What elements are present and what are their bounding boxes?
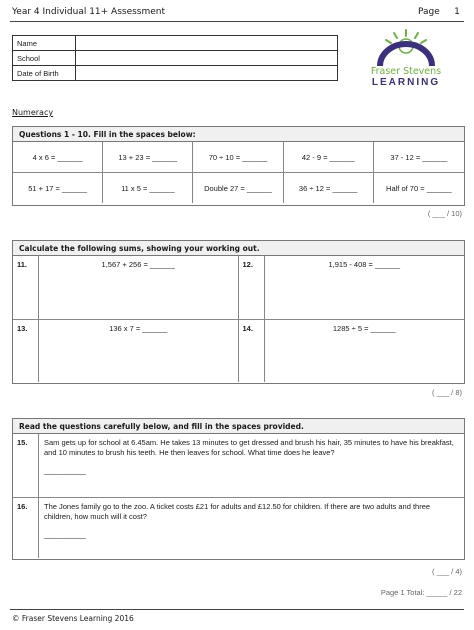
footer-copyright: © Fraser Stevens Learning 2016 [12,614,134,623]
school-label: School [13,51,76,66]
footer-divider [10,609,464,610]
question-number: 12. [239,256,265,319]
calc-cell[interactable] [13,320,239,382]
calc-cell[interactable] [239,256,465,320]
dob-field[interactable] [76,66,338,81]
calc-question: 136 x 7 = ______ [109,324,168,333]
question-cell[interactable]: 11 x 5 = ______ [103,173,193,203]
question-cell[interactable]: 70 ÷ 10 = ______ [193,142,283,173]
calc-question: 1,915 - 408 = ______ [328,260,401,269]
questions-1-10-box [12,126,465,206]
score-1-10: ( ___ / 10) [427,209,462,218]
page-number: 1 [454,7,460,17]
question-cell[interactable]: Half of 70 = ______ [386,183,452,193]
name-field[interactable] [76,36,338,51]
question-cell[interactable]: 37 - 12 = ______ [374,142,464,173]
question-cell[interactable]: 36 ÷ 12 = ______ [284,173,374,203]
page-total: Page 1 Total: _____ / 22 [380,588,462,597]
word-problem-text [39,434,464,497]
sun-rainbow-icon [350,28,462,68]
calc-cell[interactable] [13,256,239,320]
question-cell[interactable]: 13 + 23 = ______ [103,142,193,173]
score-15-16: ( ___ / 4) [431,567,462,576]
question-text: Sam gets up for school at 6.45am. He takes 13 minutes to get dressed and brush his hair, 35 minutes to have his breakfast, and 10 minutes to brush his teeth. He then leaves for school. What time does he leave? [44,438,454,458]
question-number: 14. [239,320,265,382]
calc-question: 1,567 + 256 = ______ [101,260,175,269]
questions-1-10-grid [13,142,464,203]
question-number: 13. [13,320,39,382]
school-field[interactable] [76,51,338,66]
question-number: 15. [13,434,39,497]
document-title: Year 4 Individual 11+ Assessment [12,7,166,17]
word-problem-row [13,434,464,498]
question-number: 11. [13,256,39,319]
question-cell[interactable]: 51 + 17 = ______ [13,173,103,203]
word-problem-row [13,498,464,558]
logo-text-learning: LEARNING [371,77,441,88]
calc-cell[interactable] [239,320,465,382]
question-cell[interactable]: Double 27 = ______ [193,173,283,203]
company-logo [350,28,462,94]
calc-question: 1285 ÷ 5 = ______ [332,324,396,333]
calculations-box [12,240,465,384]
word-problems-box [12,418,465,560]
header-divider [10,21,464,22]
answer-line[interactable]: __________ [44,530,86,540]
section-title: Numeracy [12,108,54,117]
question-text: The Jones family go to the zoo. A ticket costs £21 for adults and £12.50 for children. If there are two adults and three children, how much will it cost? [44,502,431,522]
question-cell[interactable]: 42 - 9 = ______ [284,142,374,173]
calculations-grid [13,256,464,382]
question-number: 16. [13,498,39,558]
calculations-heading: Calculate the following sums, showing your working out. [13,241,464,256]
name-label: Name [13,36,76,51]
answer-line[interactable]: __________ [44,466,86,476]
page-label: Page [418,7,440,17]
word-problem-text [39,498,464,558]
student-info-table [12,35,338,81]
dob-label: Date of Birth [13,66,76,81]
word-problems-heading: Read the questions carefully below, and fill in the spaces provided. [13,419,464,434]
page-indicator [418,7,460,17]
question-cell[interactable]: 4 x 6 = ______ [13,142,103,173]
score-11-14: ( ___ / 8) [431,388,462,397]
questions-1-10-heading: Questions 1 - 10. Fill in the spaces below: [13,127,464,142]
logo-text-brand: Fraser Stevens [370,66,442,77]
